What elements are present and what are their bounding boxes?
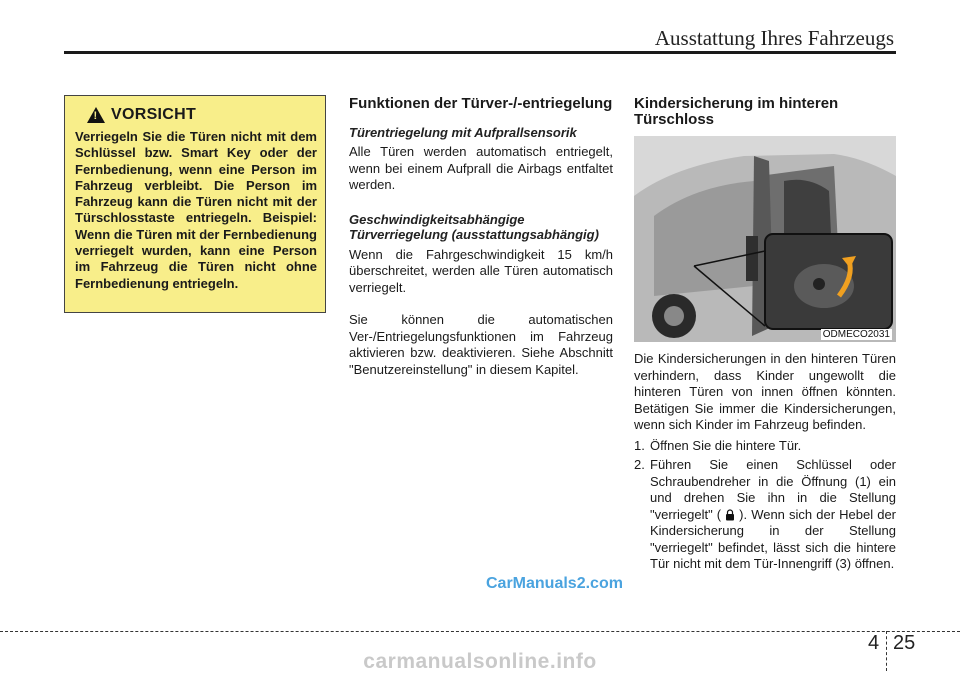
warning-box	[64, 95, 326, 313]
car-door-illustration	[634, 136, 896, 342]
header-rule	[64, 51, 896, 54]
paragraph: Sie können die automatischen Ver-/Entriegelungsfunktionen im Fahrzeug aktivieren bzw. deaktivieren. Siehe Abschnitt "Benutzereinstellung" in diesem Kapitel.	[349, 312, 613, 377]
list-text	[650, 457, 896, 573]
warning-triangle-icon	[87, 107, 105, 123]
list-text: Öffnen Sie die hintere Tür.	[650, 437, 802, 453]
list-number: 2.	[634, 457, 645, 472]
section-child-lock	[634, 96, 896, 128]
paragraph: Wenn die Fahrgeschwindigkeit 15 km/h überschreitet, werden alle Türen automatisch verriegelt.	[349, 246, 613, 295]
list-item	[634, 457, 896, 573]
car-door-photo	[634, 136, 896, 342]
section-heading: Funktionen der Türver-/-entriegelung	[349, 95, 613, 112]
page-number: 25	[893, 632, 916, 654]
warning-text: Verriegeln Sie die Türen nicht mit dem Schlüssel bzw. Smart Key oder der Fernbedienung, wenn eine Person im Fahrzeug verbleibt. Die Person im Fahrzeug kann die Türen nicht mit der Türschlosstaste entriegeln. Beispiel: Wenn die Türen mit der Fernbedienung verriegelt wurden, kann eine Person im Fahrzeug die Türen nicht ohne Fernbedienung entriegeln.	[75, 129, 317, 291]
subheading-impact-unlock: Türentriegelung mit Aufprallsensorik	[349, 125, 577, 140]
chapter-number: 4	[868, 632, 880, 654]
list-text-part: ). Wenn sich der Hebel der Kindersicherung in der Stellung "verriegelt" befindet, lässt sich die hintere Tür nicht mit dem Tür-Innengriff (3) öffnen.	[650, 506, 897, 571]
paragraph: Alle Türen werden automatisch entriegelt, wenn bei einem Aufprall die Airbags entfaltet werden.	[349, 144, 613, 192]
list-text-part: Führen Sie einen Schlüssel oder Schraubendreher in die Öffnung (1) ein und drehen Sie ihn in die Stellung "verriegelt" (	[650, 457, 896, 522]
list-number: 1.	[634, 437, 645, 453]
warning-title: VORSICHT	[111, 106, 197, 123]
child-lock-body	[634, 351, 896, 573]
section-door-locking	[349, 96, 613, 378]
warning-header	[87, 106, 317, 124]
bottom-watermark: carmanualsonline.info	[363, 650, 597, 673]
lock-icon	[725, 509, 735, 521]
running-header: Ausstattung Ihres Fahrzeugs	[654, 26, 894, 50]
watermark-link[interactable]: CarManuals2.com	[486, 575, 623, 592]
subheading-speed-lock: Geschwindigkeitsabhängige Türverriegelung (ausstattungsabhängig)	[349, 211, 599, 242]
list-item	[634, 438, 896, 455]
paragraph: Die Kindersicherungen in den hinteren Türen verhindern, dass Kinder ungewollt die hinteren Türen von innen öffnen könnten. Betätigen Sie immer die Kindersicherungen, wenn sich Kinder im Fahrzeug befinden.	[634, 351, 896, 432]
section-heading: Kindersicherung im hinteren Türschloss	[634, 95, 839, 128]
footer-rule	[0, 631, 960, 632]
image-caption: ODMECO2031	[822, 329, 890, 340]
